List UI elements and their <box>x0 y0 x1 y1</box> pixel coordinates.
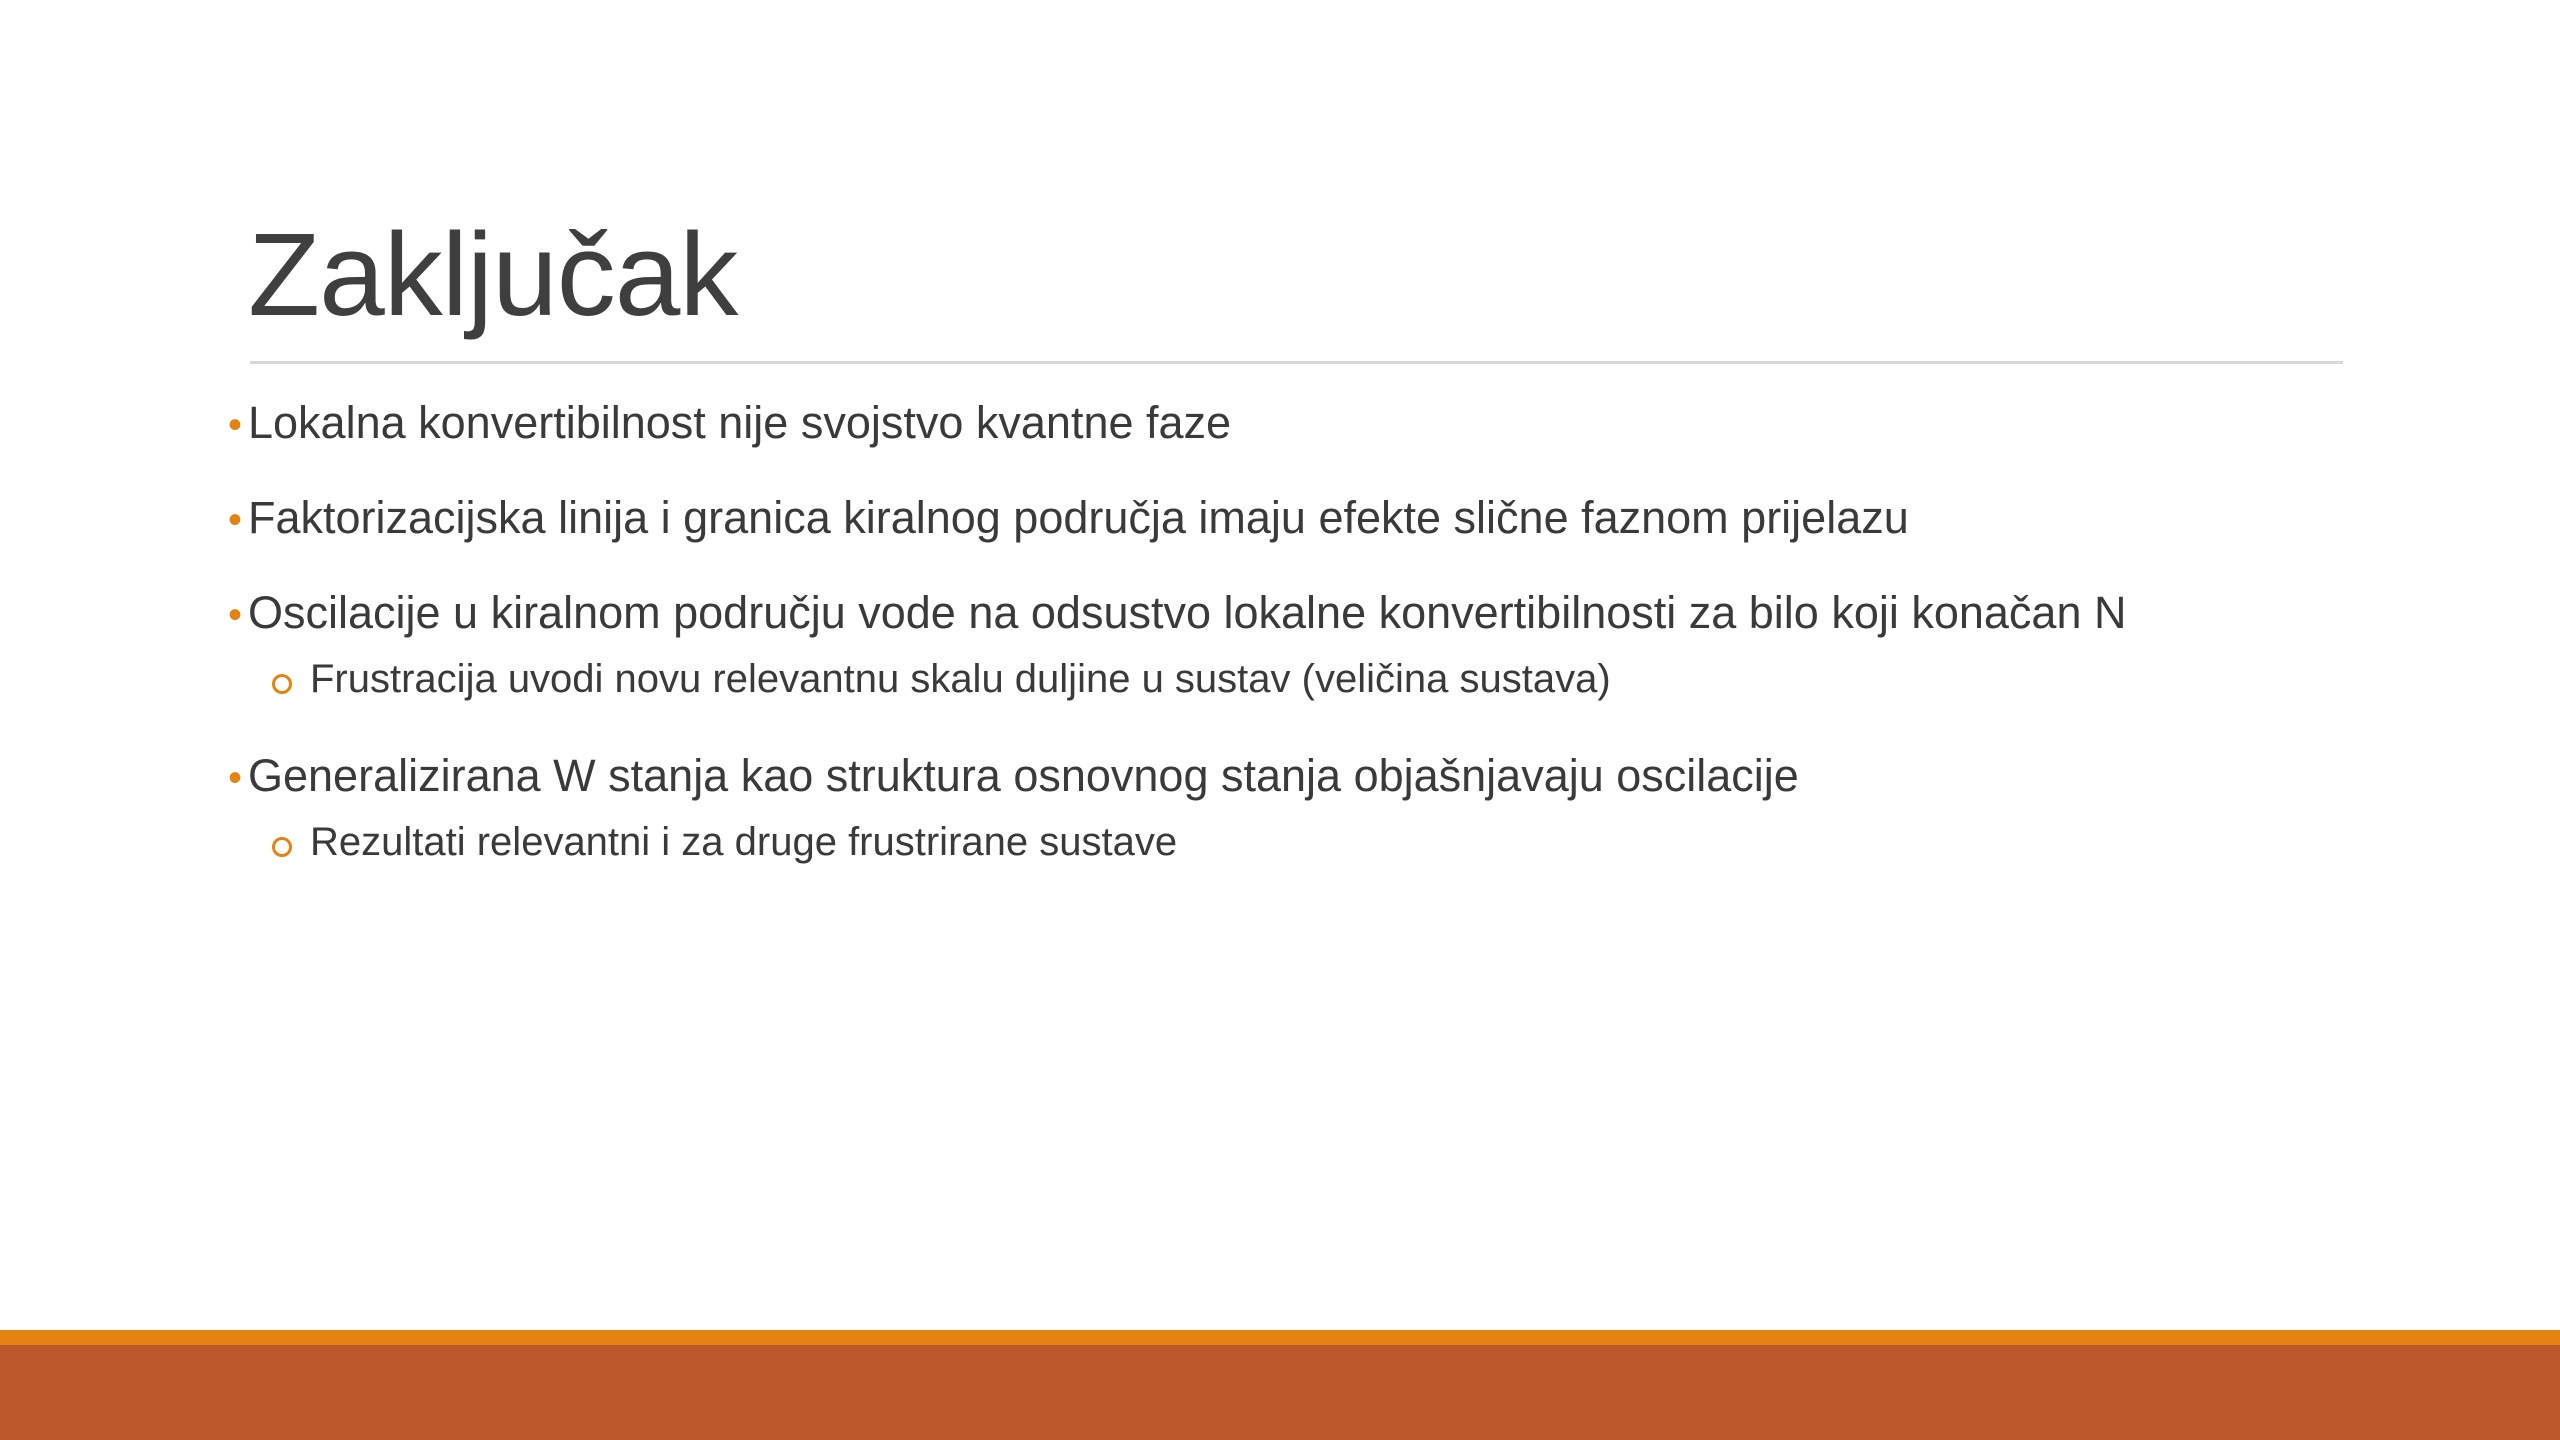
bullet-text: Faktorizacijska linija i granica kiralnog područja imaju efekte slične faznom prijelazu <box>248 492 1909 543</box>
bullet-text: Oscilacije u kiralnom području vode na odsustvo lokalne konvertibilnosti za bilo koji konačan N <box>248 587 2127 638</box>
bullet-item <box>228 748 1799 806</box>
sub-bullet-text: Rezultati relevantni i za druge frustrirane sustave <box>310 820 1178 864</box>
bullet-item <box>228 395 1231 453</box>
bullet-item <box>228 585 2127 643</box>
bullet-text: Generalizirana W stanja kao struktura osnovnog stanja objašnjavaju oscilacije <box>248 750 1799 801</box>
sub-bullet-text: Frustracija uvodi novu relevantnu skalu duljine u sustav (veličina sustava) <box>310 657 1611 701</box>
circle-bullet-icon <box>272 674 292 694</box>
sub-bullet-item <box>272 817 1177 867</box>
footer-band <box>0 1345 2560 1440</box>
bullet-text: Lokalna konvertibilnost nije svojstvo kvantne faze <box>248 397 1232 448</box>
bullet-dot-icon: • <box>228 498 243 542</box>
title-underline <box>250 361 2343 364</box>
bullet-dot-icon: • <box>228 403 243 447</box>
bullet-item <box>228 490 1909 548</box>
sub-bullet-item <box>272 654 1611 704</box>
footer-accent-band <box>0 1330 2560 1345</box>
circle-bullet-icon <box>272 837 292 857</box>
bullet-dot-icon: • <box>228 756 243 800</box>
slide-title: Zaključak <box>248 209 738 341</box>
bullet-dot-icon: • <box>228 593 243 637</box>
